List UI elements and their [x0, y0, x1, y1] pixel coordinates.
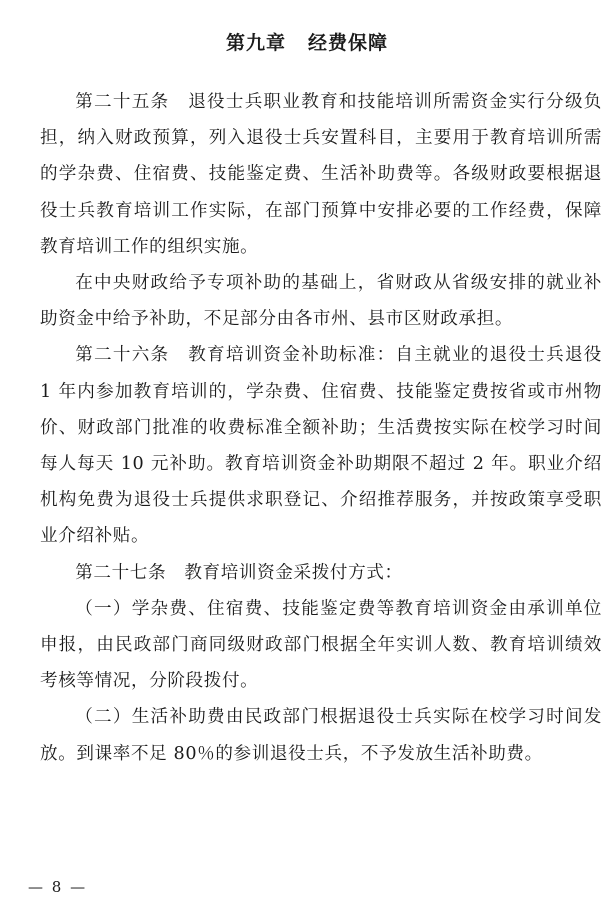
article-26-paragraph: 第二十六条 教育培训资金补助标准：自主就业的退役士兵退役 1 年内参加教育培训的，学杂费、住宿费、技能鉴定费按省或市州物价、财政部门批准的收费标准全额补助；生活费按实际在校学习时间每人每天 10 元补助。教育培训资金补助期限不超过 2 年。职业介绍机构免费为退役士兵提供求职登记、介绍推荐服务，并按政策享受职业介绍补贴。	[40, 345, 602, 547]
document-body	[40, 84, 602, 772]
article-25-paragraph: 第二十五条 退役士兵职业教育和技能培训所需资金实行分级负担，纳入财政预算，列入退役士兵安置科目，主要用于教育培训所需的学杂费、住宿费、技能鉴定费、生活补助费等。各级财政要根据退役士兵教育培训工作实际，在部门预算中安排必要的工作经费，保障教育培训工作的组织实施。	[40, 92, 602, 257]
chapter-heading	[0, 28, 614, 55]
article-25-continuation-paragraph: 在中央财政给予专项补助的基础上，省财政从省级安排的就业补助资金中给予补助，不足部分由各市州、县市区财政承担。	[40, 273, 602, 330]
chapter-label: 第九章	[225, 32, 286, 54]
chapter-title: 经费保障	[308, 32, 389, 54]
article-27-item-2: （二）生活补助费由民政部门根据退役士兵实际在校学习时间发放。到课率不足 80％的参训退役士兵，不予发放生活补助费。	[40, 707, 602, 764]
page-number: — 8 —	[28, 878, 88, 896]
article-27-item-1: （一）学杂费、住宿费、技能鉴定费等教育培训资金由承训单位申报，由民政部门商同级财政部门根据全年实训人数、教育培训绩效考核等情况，分阶段拨付。	[40, 598, 602, 692]
article-27-paragraph: 第二十七条 教育培训资金采拨付方式：	[75, 562, 403, 583]
